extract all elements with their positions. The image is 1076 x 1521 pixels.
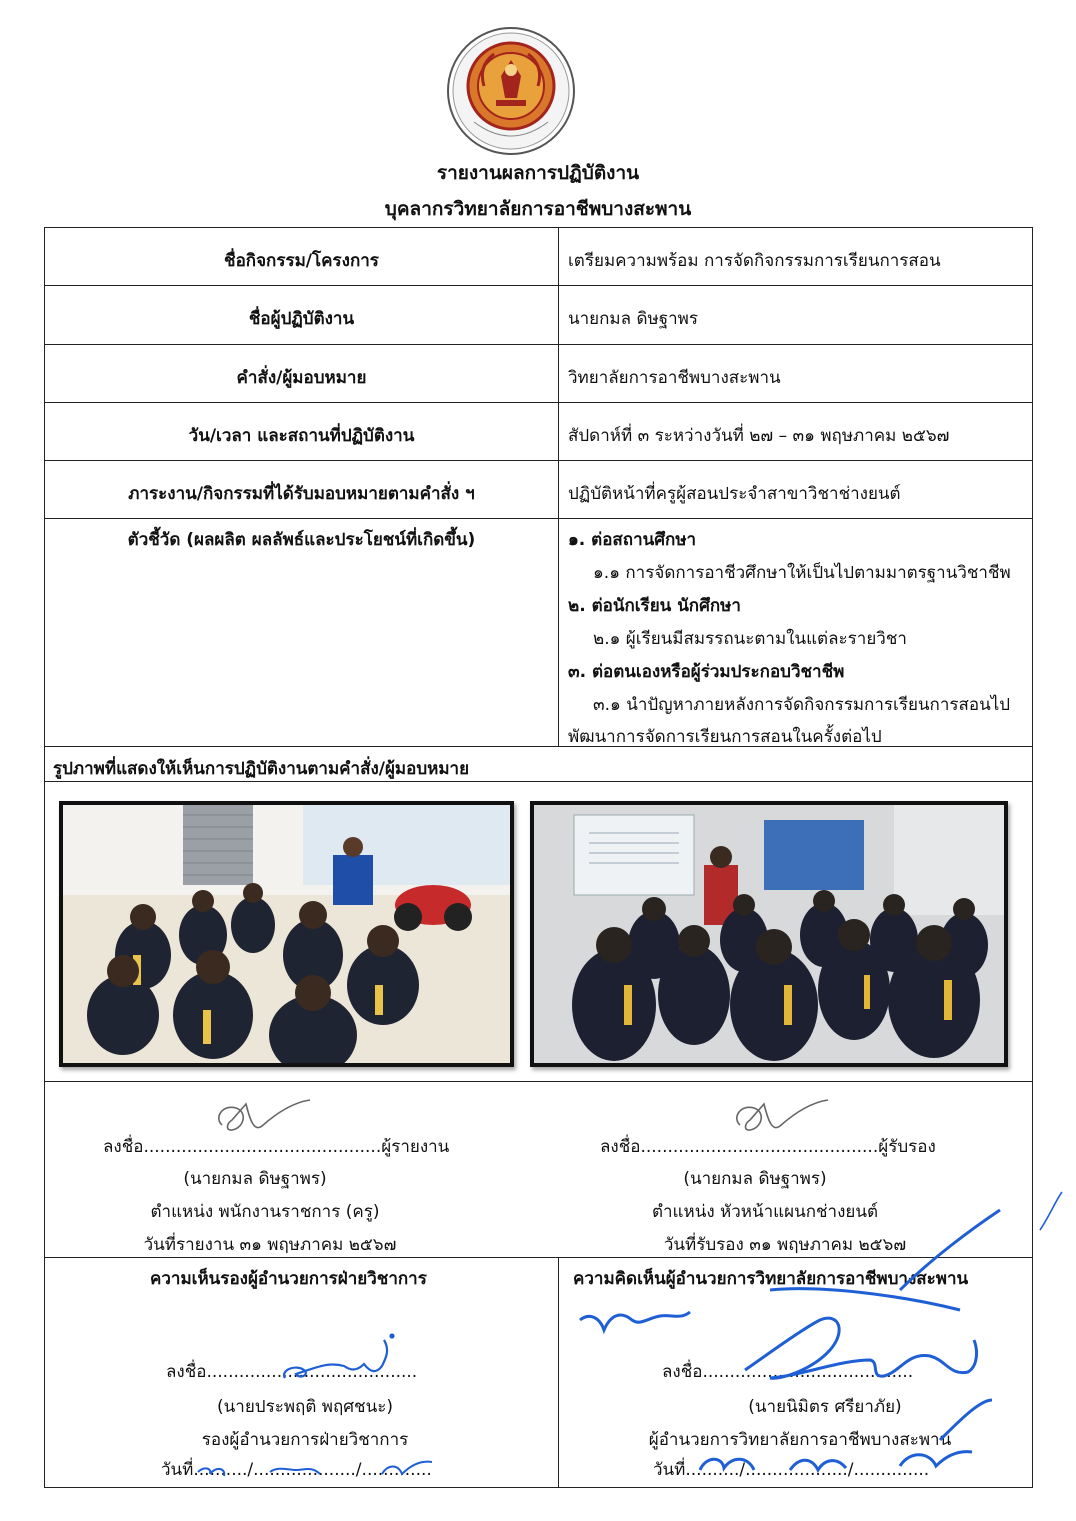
- row-label-performer: ชื่อผู้ปฏิบัติงาน: [248, 309, 355, 329]
- report-subtitle: บุคลากรวิทยาลัยการอาชีพบางสะพาน: [384, 198, 692, 220]
- row-divider: [45, 1081, 1032, 1082]
- row-label-order: คำสั่ง/ผู้มอบหมาย: [236, 368, 367, 388]
- reporter-name: (นายกมล ดิษฐาพร): [183, 1169, 327, 1189]
- indicator-line: ๒.๑ ผู้เรียนมีสมรรถนะตามในแต่ละรายวิชา: [593, 629, 907, 649]
- deputy-sign-line: ลงชื่อ.......................................: [166, 1362, 418, 1382]
- indicator-line: ๑. ต่อสถานศึกษา: [568, 530, 697, 550]
- deputy-heading: ความเห็นรองผู้อำนวยการฝ่ายวิชาการ: [150, 1269, 427, 1289]
- row-label-datetime: วัน/เวลา และสถานที่ปฏิบัติงาน: [188, 426, 415, 446]
- deputy-name: (นายประพฤติ พฤศชนะ): [217, 1397, 393, 1417]
- director-position: ผู้อำนวยการวิทยาลัยการอาชีพบางสะพาน: [648, 1430, 952, 1450]
- indicator-line: ๓. ต่อตนเองหรือผู้ร่วมประกอบวิชาชีพ: [568, 662, 845, 682]
- certifier-position: ตำแหน่ง หัวหน้าแผนกช่างยนต์: [651, 1202, 879, 1222]
- college-logo: [446, 26, 576, 156]
- indicators-label: ตัวชี้วัด (ผลผลิต ผลลัพธ์และประโยชน์ที่เกิดขึ้น): [127, 530, 476, 550]
- report-title: รายงานผลการปฏิบัติงาน: [436, 162, 640, 184]
- indicator-line: พัฒนาการจัดการเรียนการสอนในครั้งต่อไป: [568, 727, 882, 747]
- classroom-photo: [530, 801, 1008, 1067]
- row-label-activity: ชื่อกิจกรรม/โครงการ: [224, 251, 379, 271]
- deputy-date-line: วันที่........../.................../.............: [161, 1460, 432, 1480]
- director-name: (นายนิมิตร ศรียาภัย): [748, 1397, 902, 1417]
- workshop-photo: [59, 801, 514, 1067]
- row-label-task: ภาระงาน/กิจกรรมที่ได้รับมอบหมายตามคำสั่ง ฯ: [128, 484, 475, 504]
- row-divider: [45, 518, 1032, 519]
- indicator-line: ๒. ต่อนักเรียน นักศึกษา: [568, 596, 741, 616]
- reporter-date: วันที่รายงาน ๓๑ พฤษภาคม ๒๕๖๗: [143, 1235, 397, 1255]
- director-heading: ความคิดเห็นผู้อำนวยการวิทยาลัยการอาชีพบางสะพาน: [573, 1269, 969, 1289]
- row-divider: [45, 460, 1032, 461]
- row-value-datetime: สัปดาห์ที่ ๓ ระหว่างวันที่ ๒๗ – ๓๑ พฤษภาคม ๒๕๖๗: [568, 426, 950, 446]
- row-value-order: วิทยาลัยการอาชีพบางสะพาน: [568, 368, 781, 388]
- report-table: [44, 227, 1033, 1488]
- column-divider: [558, 228, 559, 746]
- reporter-position: ตำแหน่ง พนักงานราชการ (ครู): [150, 1202, 380, 1222]
- indicator-line: ๑.๑ การจัดการอาชีวศึกษาให้เป็นไปตามมาตรฐานวิชาชีพ: [593, 563, 1011, 583]
- deputy-position: รองผู้อำนวยการฝ่ายวิชาการ: [201, 1430, 409, 1450]
- indicator-line: ๓.๑ นำปัญหาภายหลังการจัดกิจกรรมการเรียนการสอนไป: [593, 695, 1011, 715]
- certifier-sign-line: ลงชื่อ............................................ผู้รับรอง: [600, 1137, 936, 1157]
- photos-heading: รูปภาพที่แสดงให้เห็นการปฏิบัติงานตามคำสั่ง/ผู้มอบหมาย: [53, 759, 470, 779]
- director-date-line: วันที่........../.................../..............: [653, 1460, 930, 1480]
- row-divider: [45, 344, 1032, 345]
- row-divider: [45, 402, 1032, 403]
- column-divider: [558, 1257, 559, 1487]
- row-value-activity: เตรียมความพร้อม การจัดกิจกรรมการเรียนการสอน: [568, 251, 941, 271]
- row-value-task: ปฏิบัติหน้าที่ครูผู้สอนประจำสาขาวิชาช่างยนต์: [568, 484, 901, 504]
- row-divider: [45, 746, 1032, 747]
- director-line-marks: [1040, 1192, 1062, 1230]
- reporter-sign-line: ลงชื่อ............................................ผู้รายงาน: [103, 1137, 450, 1157]
- certifier-name: (นายกมล ดิษฐาพร): [683, 1169, 827, 1189]
- director-sign-line: ลงชื่อ.......................................: [662, 1362, 914, 1382]
- row-divider: [45, 285, 1032, 286]
- certifier-date: วันที่รับรอง ๓๑ พฤษภาคม ๒๕๖๗: [663, 1235, 907, 1255]
- row-value-performer: นายกมล ดิษฐาพร: [568, 309, 698, 329]
